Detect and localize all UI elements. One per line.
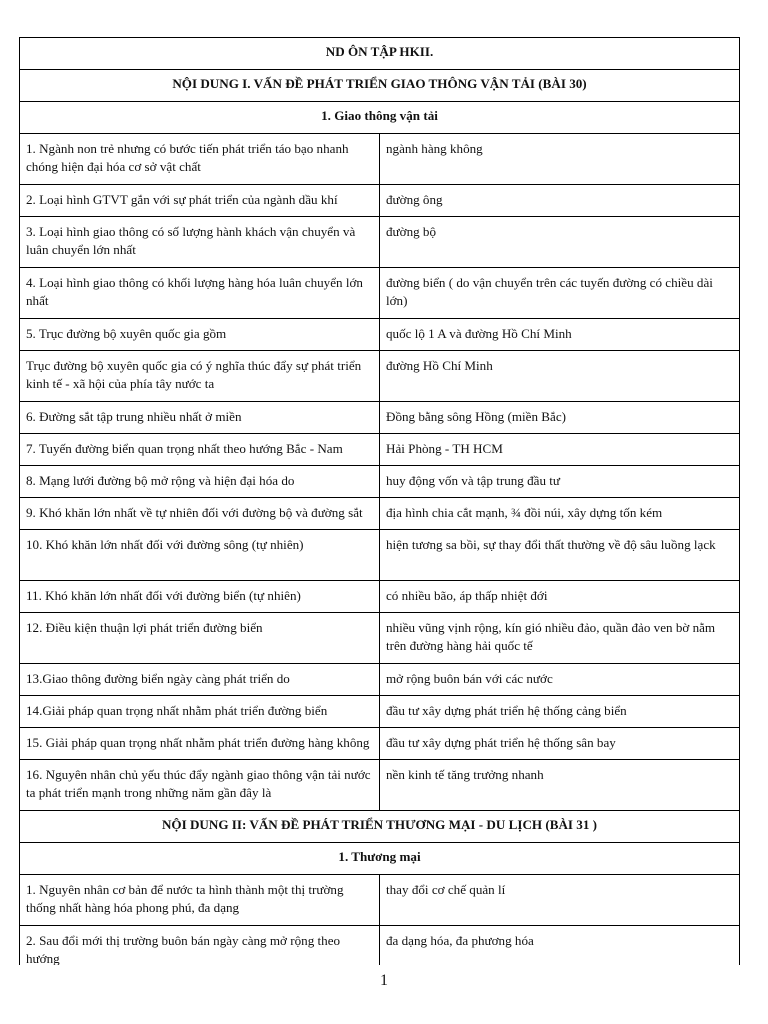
table-row	[20, 696, 740, 728]
table-row	[20, 498, 740, 530]
answer-cell: Đồng bằng sông Hồng (miền Bắc)	[380, 402, 740, 434]
answer-cell: đường bộ	[380, 217, 740, 268]
review-table-body	[20, 38, 740, 966]
answer-cell: ngành hàng không	[380, 134, 740, 185]
subsection-heading: 1. Thương mại	[20, 843, 740, 875]
question-cell: 14.Giải pháp quan trọng nhất nhằm phát triển đường biển	[20, 696, 380, 728]
table-row	[20, 402, 740, 434]
section-heading: NỘI DUNG II: VẤN ĐỀ PHÁT TRIỂN THƯƠNG MẠI - DU LỊCH (BÀI 31 )	[20, 811, 740, 843]
document-page	[19, 37, 740, 965]
table-row	[20, 926, 740, 966]
subsection-heading: 1. Giao thông vận tải	[20, 102, 740, 134]
answer-cell: đầu tư xây dựng phát triển hệ thống sân bay	[380, 728, 740, 760]
answer-cell: đa dạng hóa, đa phương hóa	[380, 926, 740, 966]
section-heading: NỘI DUNG I. VẤN ĐỀ PHÁT TRIỂN GIAO THÔNG VẬN TẢI (BÀI 30)	[20, 70, 740, 102]
table-row	[20, 613, 740, 664]
question-cell: 2. Loại hình GTVT gắn với sự phát triển của ngành dầu khí	[20, 185, 380, 217]
answer-cell: địa hình chia cắt mạnh, ¾ đồi núi, xây dựng tốn kém	[380, 498, 740, 530]
question-cell: 5. Trục đường bộ xuyên quốc gia gồm	[20, 319, 380, 351]
table-row	[20, 760, 740, 811]
question-cell: 1. Ngành non trẻ nhưng có bước tiến phát triển táo bạo nhanh chóng hiện đại hóa cơ sở vật chất	[20, 134, 380, 185]
question-cell: 12. Điều kiện thuận lợi phát triển đường biển	[20, 613, 380, 664]
table-row	[20, 530, 740, 581]
question-cell: Trục đường bộ xuyên quốc gia có ý nghĩa thúc đẩy sự phát triển kinh tế - xã hội của phía tây nước ta	[20, 351, 380, 402]
answer-cell: huy động vốn và tập trung đầu tư	[380, 466, 740, 498]
question-cell: 8. Mạng lưới đường bộ mở rộng và hiện đại hóa do	[20, 466, 380, 498]
table-row	[20, 466, 740, 498]
question-cell: 6. Đường sắt tập trung nhiều nhất ở miền	[20, 402, 380, 434]
answer-cell: quốc lộ 1 A và đường Hồ Chí Minh	[380, 319, 740, 351]
table-row	[20, 875, 740, 926]
title-row	[20, 38, 740, 70]
answer-cell: nền kinh tế tăng trưởng nhanh	[380, 760, 740, 811]
table-row	[20, 217, 740, 268]
question-cell: 15. Giải pháp quan trọng nhất nhằm phát triển đường hàng không	[20, 728, 380, 760]
answer-cell: mở rộng buôn bán với các nước	[380, 664, 740, 696]
answer-cell: Hải Phòng - TH HCM	[380, 434, 740, 466]
section-heading-row	[20, 811, 740, 843]
question-cell: 9. Khó khăn lớn nhất về tự nhiên đối với đường bộ và đường sắt	[20, 498, 380, 530]
answer-cell: đường biển ( do vận chuyển trên các tuyến đường có chiều dài lớn)	[380, 268, 740, 319]
question-cell: 7. Tuyến đường biển quan trọng nhất theo hướng Bắc - Nam	[20, 434, 380, 466]
question-cell: 2. Sau đổi mới thị trường buôn bán ngày càng mở rộng theo hướng	[20, 926, 380, 966]
table-row	[20, 434, 740, 466]
table-row	[20, 185, 740, 217]
question-cell: 10. Khó khăn lớn nhất đối với đường sông (tự nhiên)	[20, 530, 380, 581]
question-cell: 4. Loại hình giao thông có khối lượng hàng hóa luân chuyển lớn nhất	[20, 268, 380, 319]
page-number: 1	[380, 972, 388, 989]
answer-cell: đầu tư xây dựng phát triển hệ thống cảng biển	[380, 696, 740, 728]
question-cell: 1. Nguyên nhân cơ bản để nước ta hình thành một thị trường thống nhất hàng hóa phong phú, đa dạng	[20, 875, 380, 926]
question-cell: 16. Nguyên nhân chủ yếu thúc đẩy ngành giao thông vận tải nước ta phát triển mạnh trong những năm gần đây là	[20, 760, 380, 811]
table-row	[20, 351, 740, 402]
question-cell: 3. Loại hình giao thông có số lượng hành khách vận chuyển và luân chuyển lớn nhất	[20, 217, 380, 268]
table-row	[20, 581, 740, 613]
subsection-heading-row	[20, 102, 740, 134]
section-heading-row	[20, 70, 740, 102]
answer-cell: đường ông	[380, 185, 740, 217]
answer-cell: thay đổi cơ chế quản lí	[380, 875, 740, 926]
table-row	[20, 319, 740, 351]
question-cell: 11. Khó khăn lớn nhất đối với đường biển (tự nhiên)	[20, 581, 380, 613]
answer-cell: có nhiều bão, áp thấp nhiệt đới	[380, 581, 740, 613]
table-row	[20, 268, 740, 319]
answer-cell: nhiều vũng vịnh rộng, kín gió nhiều đảo, quần đảo ven bờ nằm trên đường hàng hải quốc tế	[380, 613, 740, 664]
question-cell: 13.Giao thông đường biển ngày càng phát triển do	[20, 664, 380, 696]
subsection-heading-row	[20, 843, 740, 875]
table-row	[20, 664, 740, 696]
answer-cell: đường Hồ Chí Minh	[380, 351, 740, 402]
answer-cell: hiện tương sa bồi, sự thay đổi thất thường về độ sâu luồng lạck	[380, 530, 740, 581]
table-row	[20, 728, 740, 760]
document-title: ND ÔN TẬP HKII.	[20, 38, 740, 70]
table-row	[20, 134, 740, 185]
review-table	[19, 37, 740, 965]
